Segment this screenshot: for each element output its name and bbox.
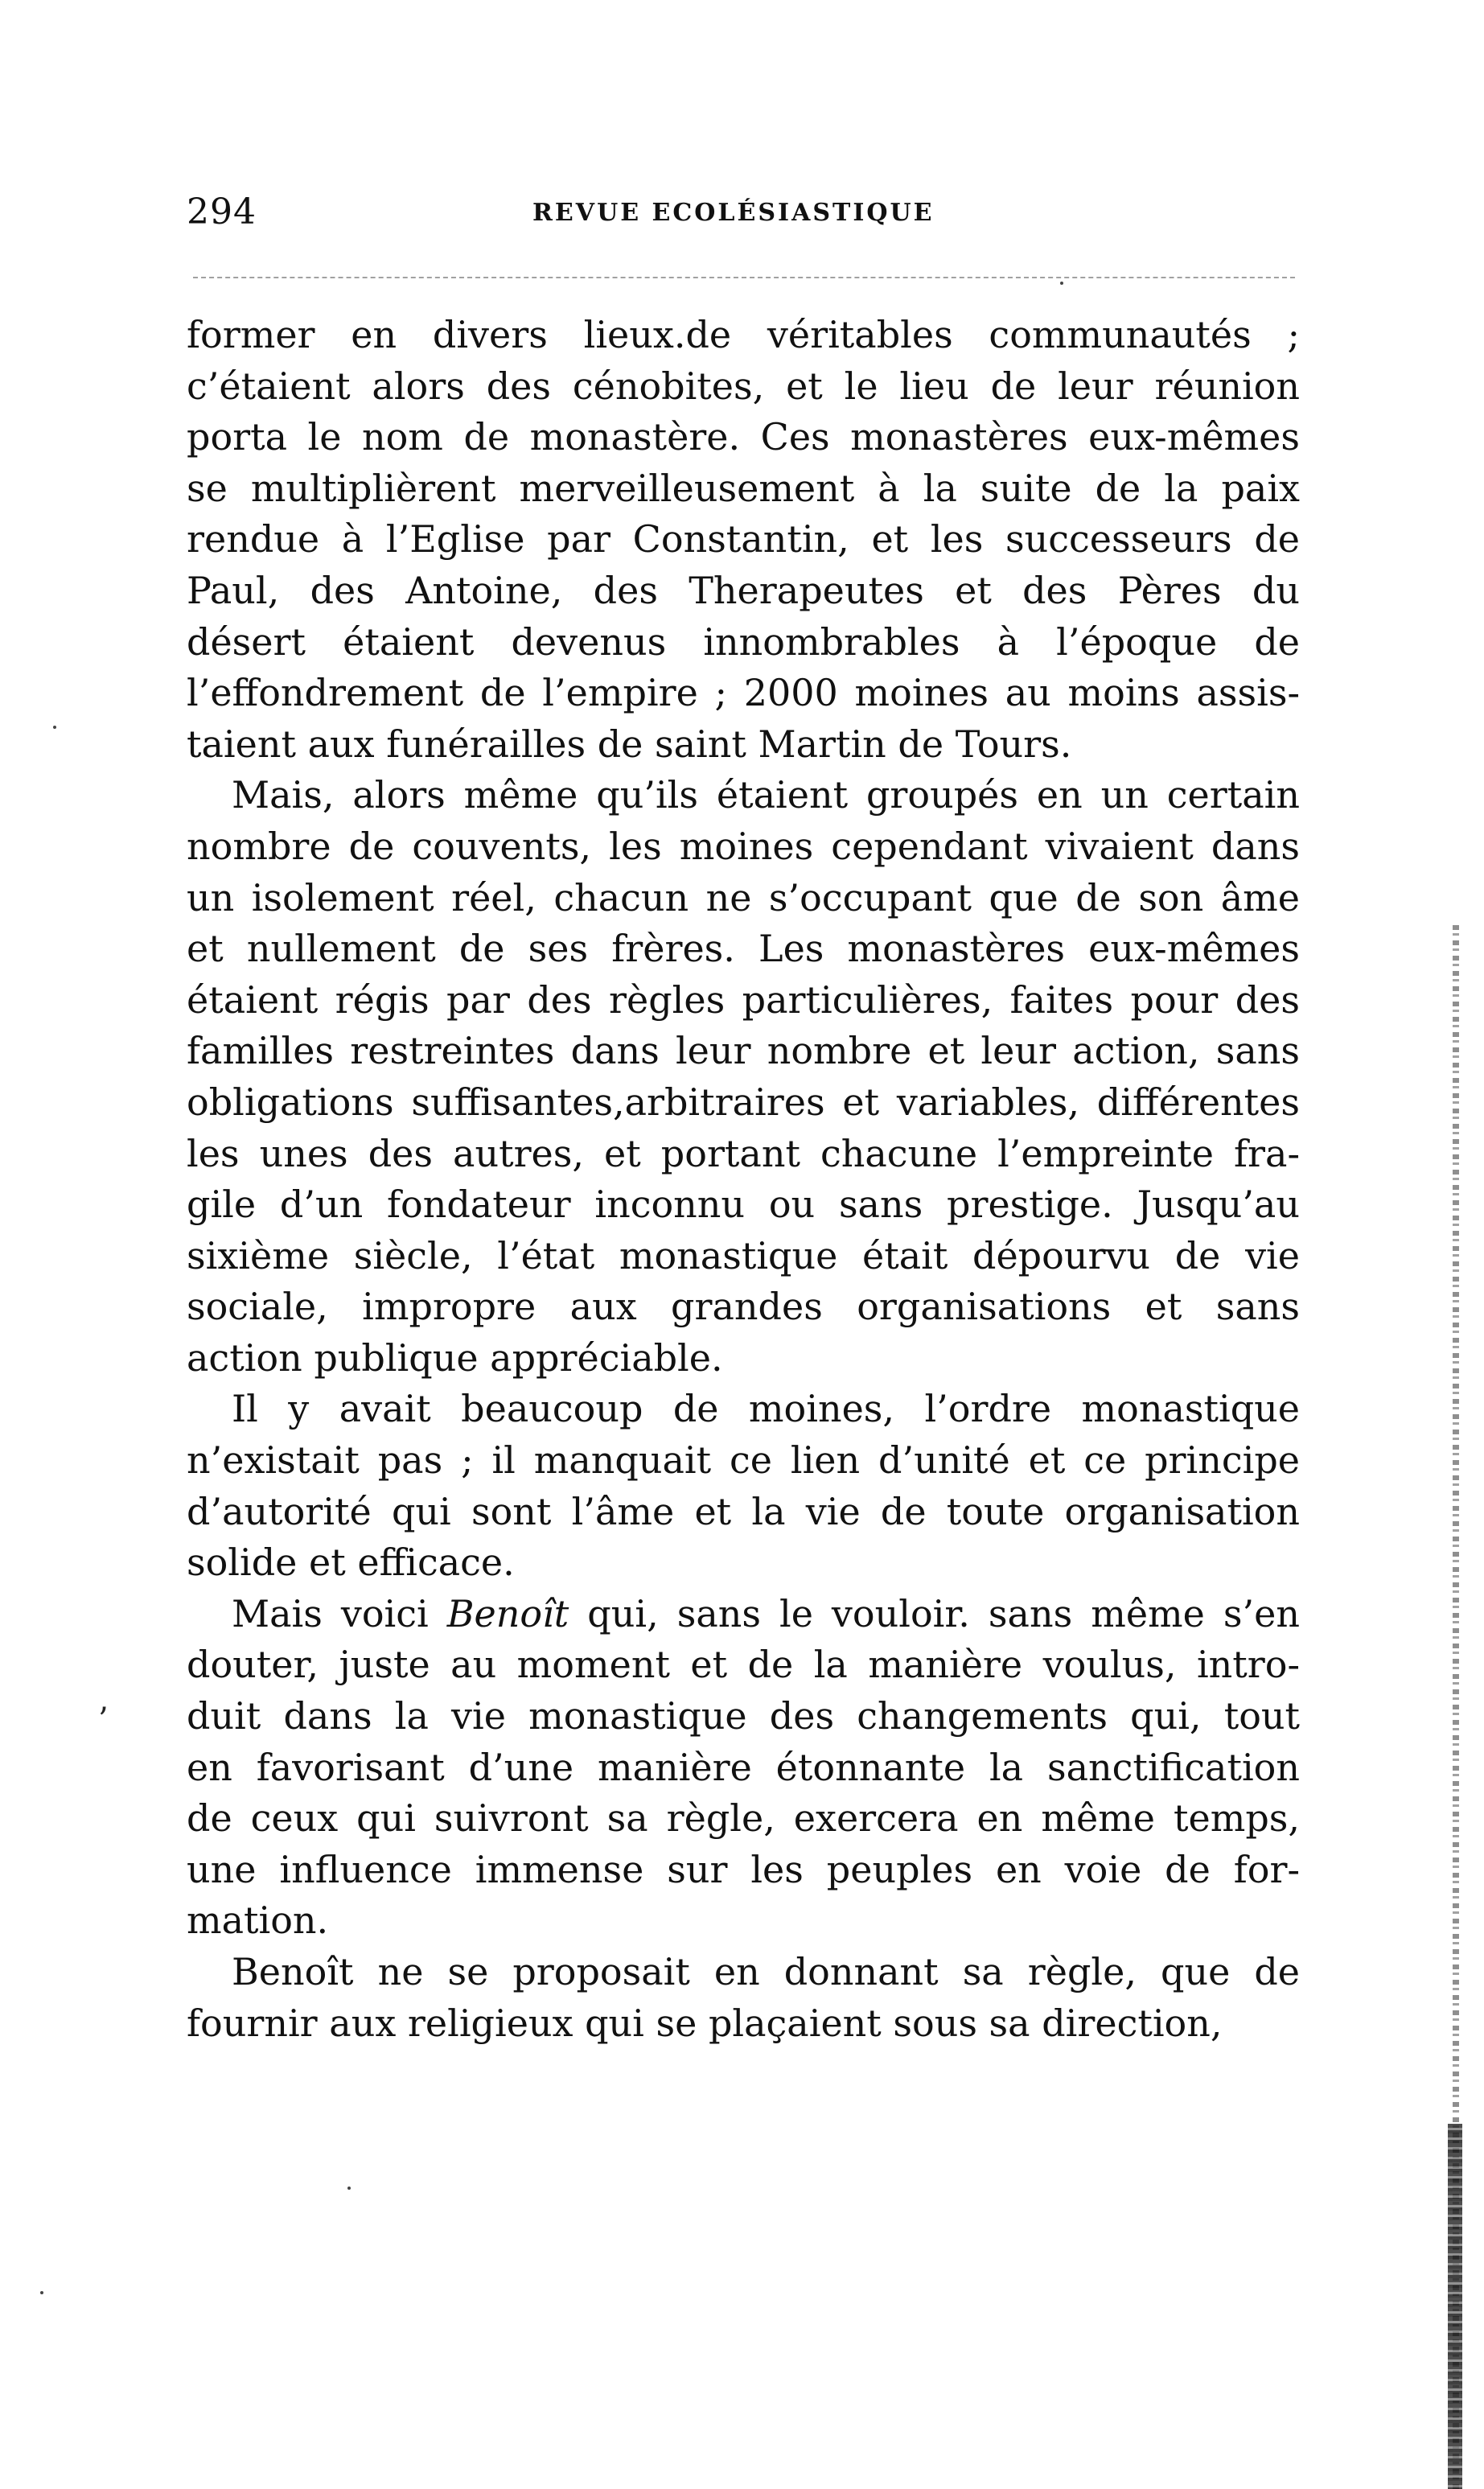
text-line: obligations suffisantes,arbitraires et variables, différentes — [187, 1080, 1300, 1124]
text-fragment: Mais voici — [232, 1591, 447, 1635]
text-line: douter, juste au moment et de la manière voulus, intro- — [187, 1643, 1300, 1687]
text-line: fournir aux religieux qui se plaçaient sous sa direction, — [187, 2001, 1223, 2045]
paragraph-start-line: Benoît ne se proposait en donnant sa règle, que de — [232, 1950, 1300, 1993]
text-line: rendue à l’Eglise par Constantin, et les successeurs de — [187, 517, 1300, 562]
text-line: gile d’un fondateur inconnu ou sans prestige. Jusqu’au — [187, 1183, 1300, 1227]
page-number: 294 — [187, 191, 257, 232]
text-line: désert étaient devenus innombrables à l’époque de — [187, 619, 1300, 664]
text-line: duit dans la vie monastique des changements qui, tout — [187, 1694, 1300, 1738]
text-line: c’étaient alors des cénobites, et le lieu de leur réunion — [187, 364, 1300, 408]
scan-speck — [53, 726, 56, 729]
page-header — [187, 188, 1297, 245]
margin-mark: ’ — [98, 1701, 109, 1738]
running-title: REVUE ECOLÉSIASTIQUE — [532, 199, 935, 227]
paragraph-start-line — [187, 1589, 1300, 1640]
text-line: Paul, des Antoine, des Therapeutes et des Pères du — [187, 568, 1300, 612]
text-line: se multiplièrent merveilleusement à la suite de la paix — [187, 466, 1300, 510]
text-line: de ceux qui suivront sa règle, exercera en même temps, — [187, 1796, 1300, 1841]
scan-speck — [347, 2187, 351, 2190]
text-line: une influence immense sur les peuples en voie de for- — [187, 1847, 1300, 1891]
text-line: former en divers lieux.de véritables communautés ; — [187, 313, 1300, 356]
text-line: un isolement réel, chacun ne s’occupant que de son âme — [187, 875, 1300, 919]
scan-speck — [1060, 282, 1063, 285]
scan-speck — [40, 2291, 43, 2294]
header-rule — [193, 277, 1295, 278]
text-line: en favorisant d’une manière étonnante la sanctification — [187, 1745, 1300, 1789]
text-line: d’autorité qui sont l’âme et la vie de toute organisation — [187, 1489, 1300, 1533]
text-line: sixième siècle, l’état monastique était dépourvu de vie — [187, 1233, 1300, 1277]
text-line: nombre de couvents, les moines cependant vivaient dans — [187, 824, 1300, 868]
text-line: n’existait pas ; il manquait ce lien d’unité et ce principe — [187, 1438, 1300, 1483]
text-line: familles restreintes dans leur nombre et leur action, sans — [187, 1029, 1300, 1073]
italic-name: Benoît — [446, 1591, 569, 1635]
text-line: et nullement de ses frères. Les monastères eux-mêmes — [187, 927, 1300, 971]
text-line: taient aux funérailles de saint Martin de Tours. — [187, 722, 1072, 766]
text-line: action publique appréciable. — [187, 1335, 723, 1380]
scan-edge-binding — [1448, 2124, 1462, 2489]
text-line: porta le nom de monastère. Ces monastères eux-mêmes — [187, 415, 1300, 459]
paragraph-start-line: Il y avait beaucoup de moines, l’ordre monastique — [232, 1387, 1300, 1431]
text-line: les unes des autres, et portant chacune l’empreinte fra- — [187, 1131, 1300, 1175]
paragraph-start-line: Mais, alors même qu’ils étaient groupés en un certain — [232, 773, 1300, 817]
text-fragment: qui, sans le vouloir. sans même s’en — [587, 1591, 1300, 1635]
body-text — [187, 310, 1300, 2049]
text-line: mation. — [187, 1899, 329, 1943]
text-line: étaient régis par des règles particulières, faites pour des — [187, 977, 1300, 1022]
text-line: solide et efficace. — [187, 1541, 515, 1585]
text-line: l’effondrement de l’empire ; 2000 moines au moins assis- — [187, 671, 1300, 715]
text-line: sociale, impropre aux grandes organisations et sans — [187, 1285, 1300, 1329]
